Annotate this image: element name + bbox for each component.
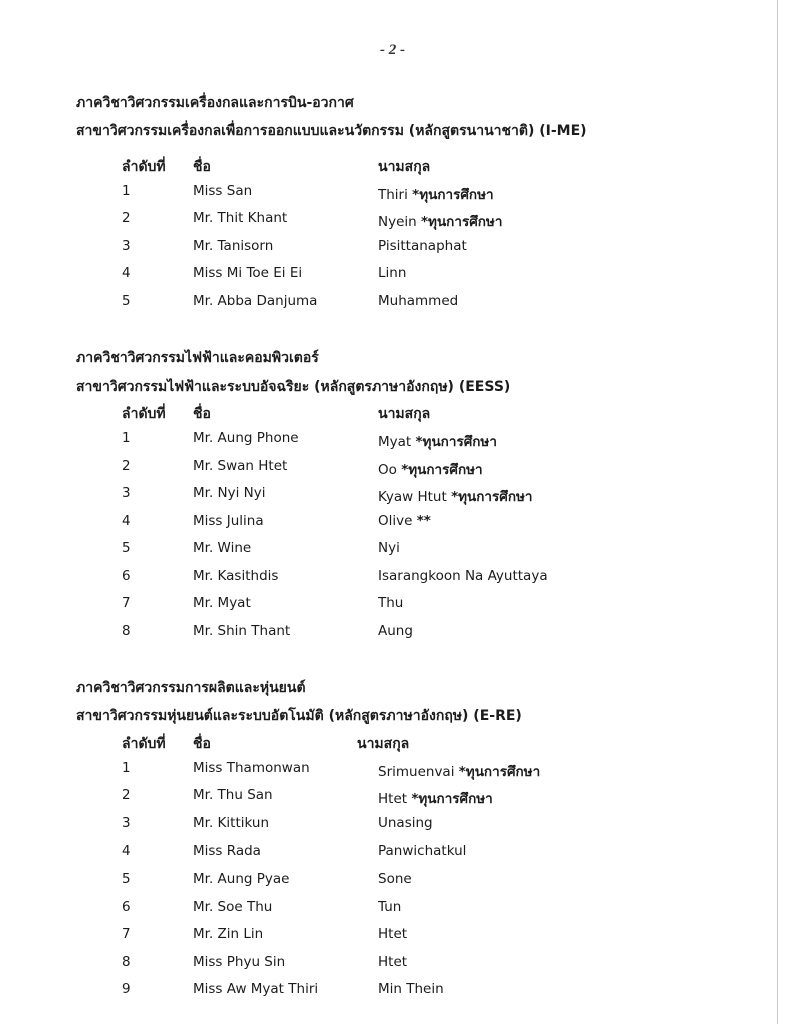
header-no: ลำดับที่ [122,736,166,752]
section-ime [0,92,760,322]
table-row: 3 Mr. Tanisorn Pisittanaphat [122,238,467,254]
header-first-name: ชื่อ [193,736,211,752]
table-row: 2 Mr. Thu San Htet *ทุนการศึกษา [122,787,493,807]
table-row: 5 Mr. Aung Pyae Sone [122,871,412,887]
program-title: สาขาวิศวกรรมไฟฟ้าและระบบอัจฉริยะ (หลักสูตรภาษาอังกฤษ) (EESS) [76,379,511,395]
table-row: 9 Miss Aw Myat Thiri Min Thein [122,981,444,997]
header-first-name: ชื่อ [193,406,211,422]
table-row: 6 Mr. Kasithdis Isarangkoon Na Ayuttaya [122,568,548,584]
department-title: ภาควิชาวิศวกรรมเครื่องกลและการบิน-อวกาศ [76,95,354,111]
header-no: ลำดับที่ [122,406,166,422]
table-row: 5 Mr. Abba Danjuma Muhammed [122,293,459,309]
table-row: 1 Miss Thamonwan Srimuenvai *ทุนการศึกษา [122,760,541,780]
table-row: 3 Mr. Kittikun Unasing [122,815,433,831]
scan-edge-line [777,0,778,1024]
table-row: 5 Mr. Wine Nyi [122,540,400,556]
table-row: 4 Miss Julina Olive ** [122,513,431,529]
table-row: 1 Miss San Thiri *ทุนการศึกษา [122,183,494,203]
table-row: 7 Mr. Zin Lin Htet [122,926,408,942]
table-row: 7 Mr. Myat Thu [122,595,404,611]
header-last-name: นามสกุล [378,159,431,175]
table-row: 1 Mr. Aung Phone Myat *ทุนการศึกษา [122,430,497,450]
program-title: สาขาวิศวกรรมเครื่องกลเพื่อการออกแบบและนวัตกรรม (หลักสูตรนานาชาติ) (I-ME) [76,123,587,139]
table-row: 2 Mr. Thit Khant Nyein *ทุนการศึกษา [122,210,503,230]
table-row: 6 Mr. Soe Thu Tun [122,899,402,915]
table-row: 8 Miss Phyu Sin Htet [122,954,408,970]
department-title: ภาควิชาวิศวกรรมการผลิตและหุ่นยนต์ [76,680,306,696]
table-row: 4 Miss Rada Panwichatkul [122,843,467,859]
table-row: 4 Miss Mi Toe Ei Ei Linn [122,265,407,281]
header-first-name: ชื่อ [193,159,211,175]
table-row: 3 Mr. Nyi Nyi Kyaw Htut *ทุนการศึกษา [122,485,533,505]
header-last-name: นามสกุล [357,736,410,752]
table-row: 2 Mr. Swan Htet Oo *ทุนการศึกษา [122,458,483,478]
department-title: ภาควิชาวิศวกรรมไฟฟ้าและคอมพิวเตอร์ [76,350,319,366]
header-no: ลำดับที่ [122,159,166,175]
section-eess [0,347,760,647]
page-number: - 2 - [380,42,405,58]
header-last-name: นามสกุล [378,406,431,422]
program-title: สาขาวิศวกรรมหุ่นยนต์และระบบอัตโนมัติ (หลักสูตรภาษาอังกฤษ) (E-RE) [76,708,522,724]
section-ere [0,677,760,1017]
table-row: 8 Mr. Shin Thant Aung [122,623,413,639]
